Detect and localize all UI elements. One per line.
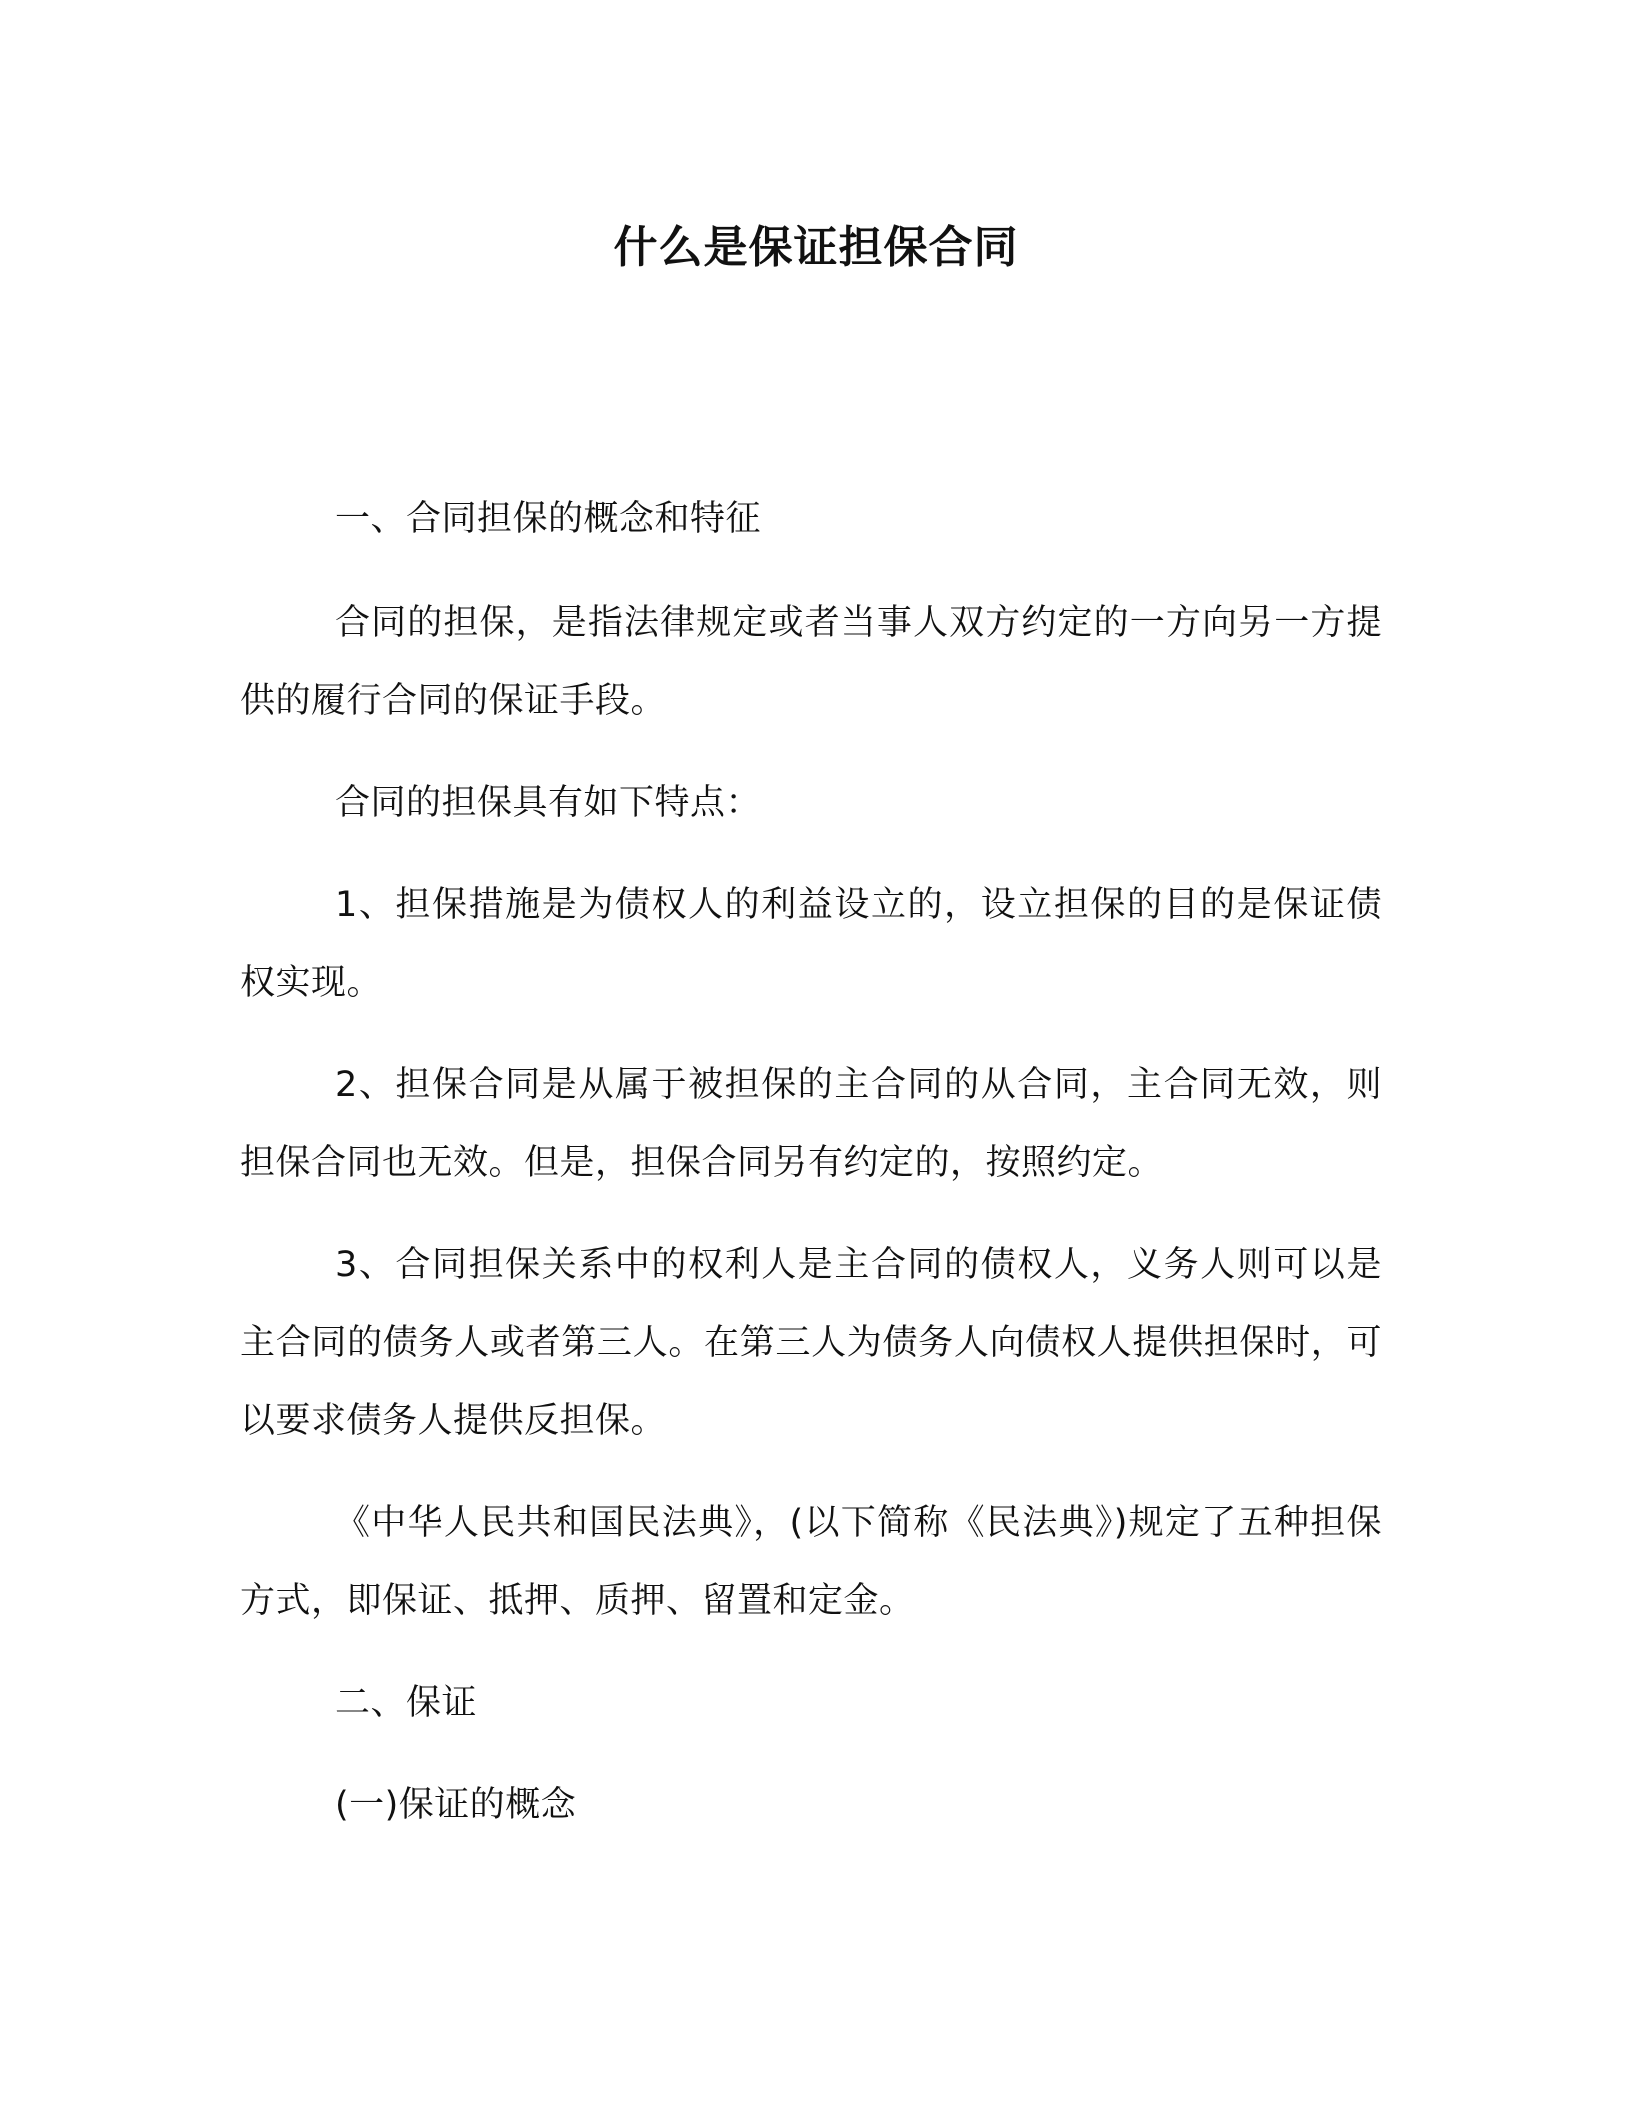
- feature-item-2: 2、担保合同是从属于被担保的主合同的从合同，主合同无效，则担保合同也无效。但是，担保合同另有约定的，按照约定。: [240, 1065, 1382, 1183]
- paragraph-definition: 合同的担保，是指法律规定或者当事人双方约定的一方向另一方提供的履行合同的保证手段。: [240, 603, 1382, 721]
- paragraph-features-intro: 合同的担保具有如下特点：: [335, 783, 762, 823]
- section-1-heading: 一、合同担保的概念和特征: [335, 499, 762, 539]
- feature-item-1: 1、担保措施是为债权人的利益设立的，设立担保的目的是保证债权实现。: [240, 885, 1382, 1003]
- paragraph-civil-code: 《中华人民共和国民法典》，(以下简称《民法典》)规定了五种担保方式，即保证、抵押、质押、留置和定金。: [240, 1503, 1382, 1621]
- subsection-heading: (一)保证的概念: [335, 1785, 577, 1825]
- feature-item-3: 3、合同担保关系中的权利人是主合同的债权人，义务人则可以是主合同的债务人或者第三人。在第三人为债务人向债权人提供担保时，可以要求债务人提供反担保。: [240, 1245, 1382, 1441]
- document-title: 什么是保证担保合同: [613, 222, 1019, 273]
- section-2-heading: 二、保证: [335, 1683, 478, 1723]
